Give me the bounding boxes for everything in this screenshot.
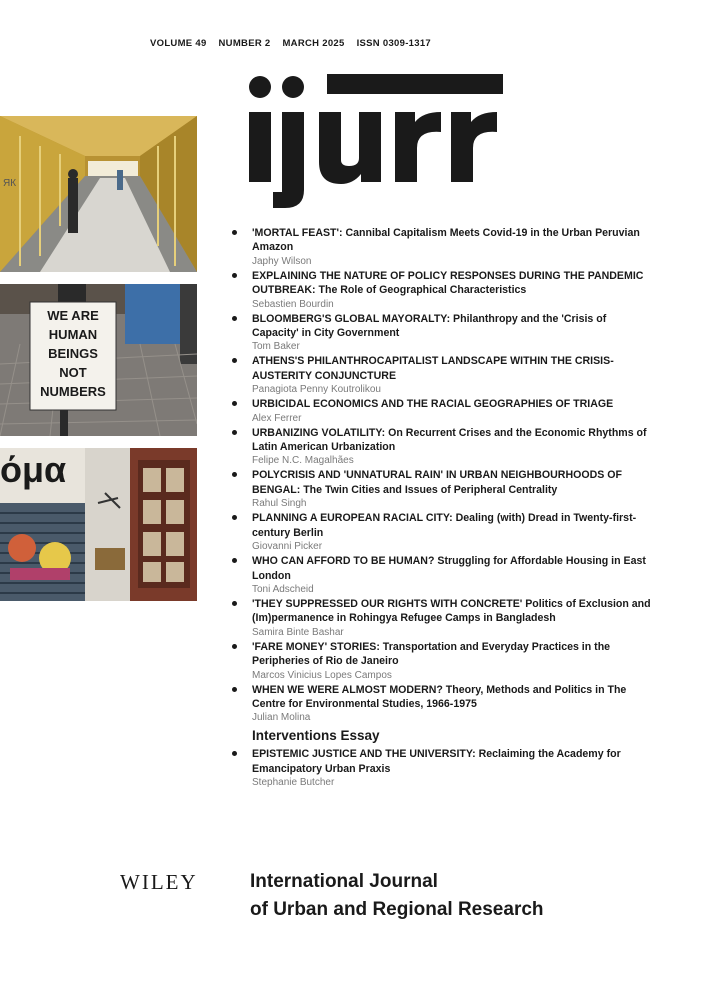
interventions-heading-row (232, 727, 652, 744)
article-entry[interactable] (232, 511, 652, 553)
walkway-photo (0, 116, 197, 272)
article-author: Marcos Vinicius Lopes Campos (252, 669, 392, 681)
article-author: Giovanni Picker (252, 541, 323, 553)
issue-info (150, 38, 440, 49)
article-title[interactable]: ATHENS'S PHILANTHROCAPITALIST LANDSCAPE WITHIN THE CRISIS-AUSTERITY CONJUNCTURE (252, 355, 614, 382)
issn-label: ISSN 0309-1317 (356, 38, 432, 49)
article-entry[interactable] (232, 683, 652, 725)
article-title[interactable]: URBANIZING VOLATILITY: On Recurrent Crises and the Economic Rhythms of Latin American Urbanization (252, 426, 647, 454)
ijurr-logo (247, 72, 507, 212)
bullet-icon (232, 472, 237, 477)
sign-line: NUMBERS (40, 384, 106, 399)
article-entry[interactable] (232, 397, 652, 424)
article-author: Stephanie Butcher (252, 777, 335, 789)
bullet-icon (232, 358, 237, 363)
article-title[interactable]: PLANNING A EUROPEAN RACIAL CITY: Dealing (with) Dread in Twenty-first-century Berlin (252, 512, 637, 539)
article-author: Julian Molina (252, 712, 311, 724)
number-label: NUMBER 2 (218, 38, 271, 49)
bullet-icon (232, 273, 237, 278)
sign-line: BEINGS (48, 346, 98, 361)
article-title[interactable]: 'MORTAL FEAST': Cannibal Capitalism Meets Covid-19 in the Urban Peruvian Amazon (252, 227, 640, 254)
bullet-icon (232, 601, 237, 606)
article-author: Tom Baker (252, 341, 300, 353)
article-author: Sebastien Bourdin (252, 298, 334, 310)
article-author: Alex Ferrer (252, 412, 302, 424)
article-author: Panagiota Penny Koutrolikou (252, 384, 381, 396)
volume-label: VOLUME 49 (150, 38, 207, 49)
article-entry[interactable] (232, 269, 652, 311)
bullet-icon (232, 430, 237, 435)
journal-name (250, 868, 544, 924)
graffiti-wall-text: όμα (0, 449, 67, 490)
article-title[interactable]: EXPLAINING THE NATURE OF POLICY RESPONSES DURING THE PANDEMIC OUTBREAK: The Role of Geographical Characteristics (252, 269, 644, 297)
article-title[interactable]: 'THEY SUPPRESSED OUR RIGHTS WITH CONCRETE' Politics of Exclusion and (Im)permanence in Rohingya Refugee Camps in Bangladesh (252, 597, 651, 625)
article-author: Toni Adscheid (252, 583, 314, 595)
interventions-heading: Interventions Essay (252, 728, 380, 744)
article-title[interactable]: 'FARE MONEY' STORIES: Transportation and Everyday Practices in the Peripheries of Rio de Janeiro (252, 640, 611, 668)
sign-line: WE ARE (47, 308, 99, 323)
article-title[interactable]: POLYCRISIS AND 'UNNATURAL RAIN' IN URBAN NEIGHBOURHOODS OF BENGAL: The Twin Cities and Issues of Peripheral Centrality (252, 469, 622, 496)
graffiti-wall-photo (0, 448, 197, 601)
bullet-icon (232, 687, 237, 692)
date-label: MARCH 2025 (282, 38, 345, 49)
sign-line: NOT (59, 365, 87, 380)
bullet-icon (232, 401, 237, 406)
protest-sign-photo (0, 284, 197, 436)
article-entry[interactable] (232, 554, 652, 596)
article-entry[interactable] (232, 354, 652, 396)
publisher-logo: WILEY (120, 870, 198, 894)
article-entry[interactable] (232, 468, 652, 510)
bullet-icon (232, 515, 237, 520)
bullet-icon (232, 751, 237, 756)
article-author: Rahul Singh (252, 498, 307, 510)
article-author: Samira Binte Bashar (252, 626, 344, 638)
journal-name-line: International Journal (250, 871, 438, 892)
article-entry[interactable] (232, 226, 652, 268)
article-entry[interactable] (232, 312, 652, 354)
bullet-icon (232, 644, 237, 649)
protest-sign-text (30, 306, 116, 401)
article-author: Felipe N.C. Magalhães (252, 455, 354, 467)
article-title[interactable]: WHEN WE WERE ALMOST MODERN? Theory, Methods and Politics in The Centre for Environmental Studies, 1966-1975 (252, 683, 627, 710)
article-author: Japhy Wilson (252, 255, 312, 267)
article-entry[interactable] (232, 597, 652, 639)
article-title[interactable]: URBICIDAL ECONOMICS AND THE RACIAL GEOGRAPHIES OF TRIAGE (252, 398, 614, 411)
table-of-contents (232, 226, 652, 790)
bullet-icon (232, 316, 237, 321)
article-entry[interactable] (232, 747, 652, 789)
bullet-icon (232, 558, 237, 563)
article-title[interactable]: BLOOMBERG'S GLOBAL MAYORALTY: Philanthropy and the 'Crisis of Capacity' in City Government (252, 312, 607, 340)
article-entry[interactable] (232, 640, 652, 682)
bullet-icon (232, 230, 237, 235)
article-title[interactable]: WHO CAN AFFORD TO BE HUMAN? Struggling for Affordable Housing in East London (252, 555, 646, 582)
svg-text:ЯК: ЯК (3, 178, 17, 189)
article-entry[interactable] (232, 426, 652, 468)
journal-name-line: of Urban and Regional Research (250, 899, 544, 920)
article-title[interactable]: EPISTEMIC JUSTICE AND THE UNIVERSITY: Reclaiming the Academy for Emancipatory Urban Praxis (252, 748, 621, 775)
sign-line: HUMAN (48, 327, 98, 342)
